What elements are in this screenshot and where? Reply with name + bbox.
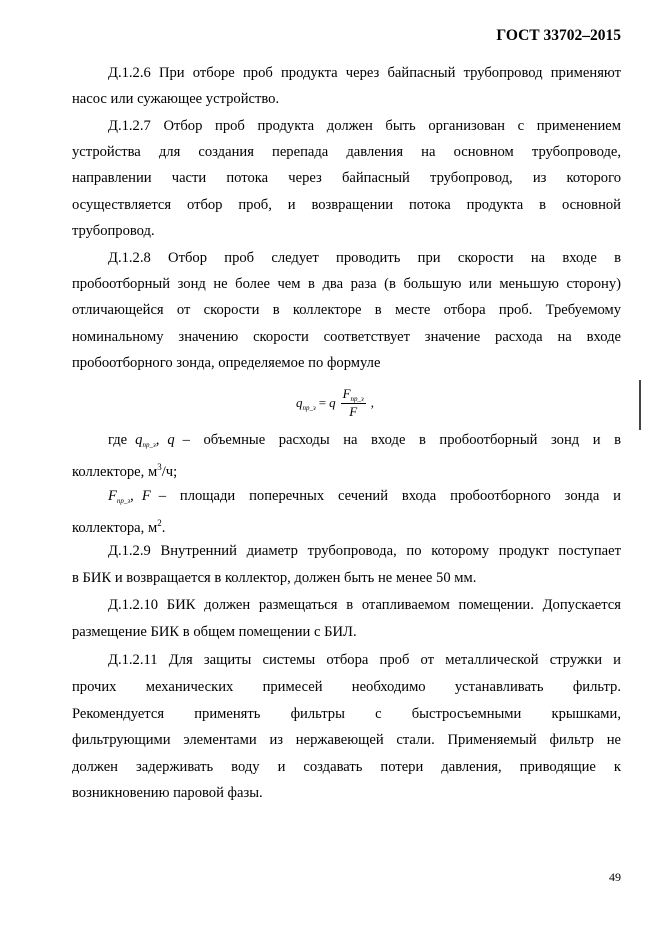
formula-symbol: q — [329, 395, 336, 410]
text-line: пробоотборного зонда, определяемое по формуле — [72, 355, 381, 371]
superscript: 2 — [157, 518, 162, 528]
text: где — [108, 432, 128, 448]
text-line: должен задерживать воду и создавать потери давления, приводящие к — [72, 759, 621, 775]
text: . — [161, 519, 166, 536]
text: , — [130, 488, 134, 504]
where-line-4 — [72, 514, 621, 537]
document-header: ГОСТ 33702–2015 — [496, 27, 621, 44]
subscript: пр_з — [142, 441, 156, 449]
page-number: 49 — [609, 870, 621, 884]
text-line: Д.1.2.10 БИК должен размещаться в отапливаемом помещении. Допускается — [108, 597, 621, 613]
subscript: пр_з — [116, 497, 131, 505]
text-line: номинальному значению скорости соответствует значение расхода на входе — [72, 329, 621, 345]
text-line: насос или сужающее устройство. — [72, 91, 280, 107]
text-line: возникновению паровой фазы. — [72, 785, 263, 801]
text: коллектора, м — [72, 519, 158, 536]
formula — [296, 386, 374, 420]
text-line: трубопровод. — [72, 223, 155, 239]
symbol: q — [167, 432, 175, 448]
formula-equals: = — [318, 395, 327, 410]
text-line: устройства для создания перепада давления на основном трубопроводе, — [72, 144, 621, 160]
text-line: осуществляется отбор проб, и возвращении потока продукта в основной — [72, 197, 621, 213]
text: – площади поперечных сечений входа пробоотборного зонда и — [158, 488, 621, 504]
change-marker — [639, 380, 641, 430]
formula-fraction — [341, 386, 366, 420]
symbol: q — [135, 432, 143, 448]
where-line-3 — [108, 487, 621, 510]
text-line: Рекомендуется применять фильтры с быстросъемными крышками, — [72, 706, 621, 722]
formula-subscript: пр_з — [302, 403, 316, 412]
text-line: Д.1.2.7 Отбор проб продукта должен быть организован с применением — [108, 118, 621, 134]
text-line: отличающейся от скорости в коллекторе в месте отбора проб. Требуемому — [72, 302, 621, 318]
where-line-1 — [108, 431, 621, 454]
text-line: Д.1.2.9 Внутренний диаметр трубопровода, по которому продукт поступает — [108, 543, 621, 559]
text: , — [155, 432, 160, 448]
formula-denominator: F — [349, 404, 358, 419]
text-line: направлении части потока через байпасный трубопровод, из которого — [72, 170, 621, 186]
text-line: Д.1.2.6 При отборе проб продукта через байпасный трубопровод применяют — [108, 65, 621, 81]
formula-subscript: пр_з — [350, 395, 364, 403]
where-line-2 — [72, 458, 621, 481]
text-line: Д.1.2.8 Отбор проб следует проводить при скорости на входе в — [108, 250, 621, 266]
formula-numerator: F — [342, 386, 351, 401]
text: коллекторе, м — [72, 463, 158, 480]
text-line: в БИК и возвращается в коллектор, должен быть не менее 50 мм. — [72, 570, 477, 586]
formula-symbol: q — [296, 394, 303, 410]
text-line: размещение БИК в общем помещении с БИЛ. — [72, 624, 357, 640]
text-line: Д.1.2.11 Для защиты системы отбора проб от металлической стружки и — [108, 652, 621, 668]
symbol: F — [141, 488, 151, 504]
text: – объемные расходы на входе в пробоотборный зонд и в — [182, 432, 621, 448]
text: /ч; — [161, 463, 178, 480]
symbol: F — [108, 488, 117, 504]
text-line: фильтрующими элементами из нержавеющей стали. Применяемый фильтр не — [72, 732, 621, 748]
text-line: пробоотборный зонд не более чем в два раза (в большую или меньшую сторону) — [72, 276, 621, 292]
superscript: 3 — [157, 462, 162, 472]
text-line: прочих механических примесей необходимо устанавливать фильтр. — [72, 679, 621, 695]
formula-comma: , — [370, 395, 375, 410]
